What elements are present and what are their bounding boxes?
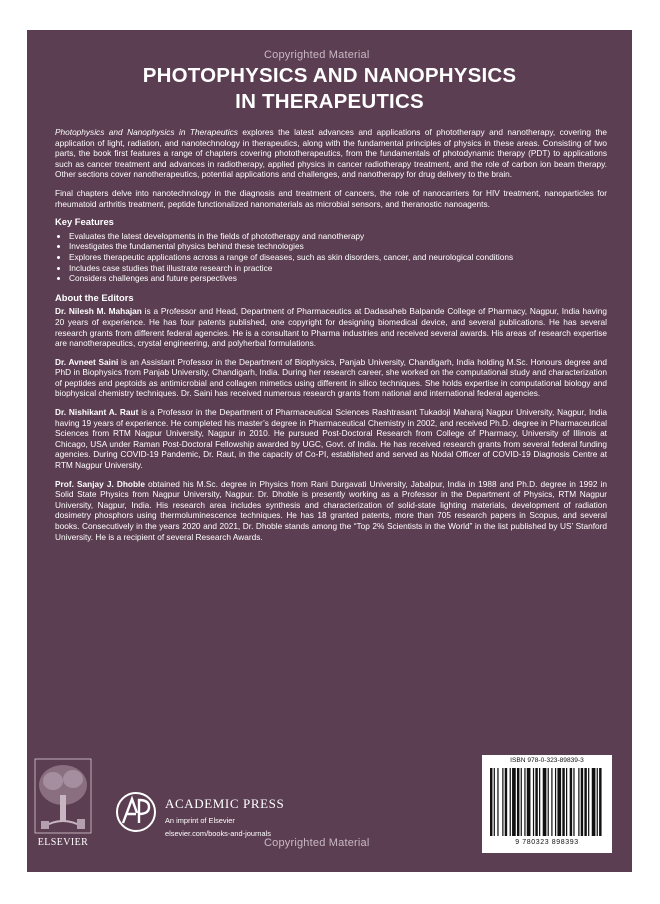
editor-name: Dr. Avneet Saini	[55, 356, 119, 367]
editor-bio	[55, 407, 607, 471]
barcode-bar	[570, 768, 572, 836]
back-cover	[27, 30, 632, 872]
barcode-bar	[490, 768, 492, 836]
barcode-bar	[535, 768, 537, 836]
book-title	[27, 63, 632, 115]
barcode-bar	[597, 768, 598, 836]
editor-bio-text: is a Professor and Head, Department of Pharmaceutics at Dadasaheb Balpande College of Pharmacy, Nagpur, India having 20 years of experience. He has four patents published, one copyright for designing biomedical device, and several publications. He has several research grants from different federal agencies. He is a consultant to Pharma industries and received several awards. His areas of research expertise are nanotherapeutics, crystal engineering, and polyherbal formulations.	[55, 306, 607, 349]
publisher-name: ACADEMIC PRESS	[165, 796, 285, 811]
barcode-bar	[557, 768, 561, 836]
key-features-heading: Key Features	[55, 216, 114, 228]
description-body	[55, 127, 607, 550]
key-features-list	[55, 231, 607, 284]
editor-bio-text: is an Assistant Professor in the Department of Biophysics, Panjab University, Chandigarh, India holding M.Sc. Honours degree and PhD in Biophysics from Panjab University, Chandigarh, India. During her research career, she worked on the computational study and characterization of peptides and peptoids as antimicrobial and collagen mimetics using different in silico techniques. She holds expertise in computational biology and biophysical chemistry techniques. Dr. Saini has received numerous research grants from national and international federal agencies.	[55, 356, 607, 399]
elsevier-wordmark: ELSEVIER	[37, 837, 89, 848]
barcode-bar	[533, 768, 534, 836]
key-feature-item: • Evaluates the latest developments in the fields of phototherapy and nanotherapy	[69, 231, 607, 242]
barcode-bar	[551, 768, 552, 836]
barcode-bar	[566, 768, 567, 836]
barcode-bar	[502, 768, 503, 836]
academic-press-logo-icon	[115, 789, 157, 835]
intro-italic-title: Photophysics and Nanophysics in Therapeutics	[55, 127, 238, 137]
barcode-bar	[578, 768, 579, 836]
imprint-text: An imprint of Elsevier	[165, 816, 235, 825]
barcode-bar	[512, 768, 516, 836]
barcode-digits: 9 780323 898393	[515, 839, 579, 846]
barcode-bar	[510, 768, 511, 836]
final-chapters-paragraph: Final chapters delve into nanotechnology in the diagnosis and treatment of cancers, the role of nanocarriers for HIV treatment, nanoparticles for rheumatoid arthritis treatment, peptide functionalized nanomaterials as microbial sensors, and theranostic nanoagents.	[55, 187, 607, 209]
barcode-bar	[524, 768, 525, 836]
editor-bio	[55, 306, 607, 348]
watermark-top: Copyrighted Material	[264, 49, 370, 61]
barcode-bar	[494, 768, 495, 836]
barcode-bar	[581, 768, 583, 836]
barcode-bar	[505, 768, 507, 836]
editor-bio-text: is a Professor in the Department of Pharmaceutical Sciences Rashtrasant Tukadoji Maharaj Nagpur University, Nagpur, India having 19 years of experience. He completed his master’s degree in Pharmaceutical Chemistry in 2002, and received Ph.D. degree in Pharmaceutical Sciences from RTM Nagpur University, Nagpur in 2010. He pursued Post-Doctoral Research from College of Pharmacy, University of Illinois at Chicago, USA under Raman Post-Doctoral Fellowship awarded by UGC, Govt. of India. He has received research grants from several federal funding agencies. During COVID-19 Pandemic, Dr. Raut, in the capacity of Co-PI, established and served as Nodal Officer of COVID-19 Diagnosis Centre at RTM Nagpur University.	[55, 407, 607, 471]
editor-bio	[55, 357, 607, 399]
isbn-label: ISBN 978-0-323-89839-3	[510, 757, 584, 764]
barcode-bar	[588, 768, 589, 836]
barcode-bar	[539, 768, 540, 836]
barcode-bar	[497, 768, 498, 836]
barcode-bar	[562, 768, 564, 836]
key-feature-item: • Investigates the fundamental physics behind these technologies	[69, 241, 607, 252]
barcode-bar	[599, 768, 601, 836]
editor-name: Prof. Sanjay J. Dhoble	[55, 478, 145, 489]
barcode-bar	[555, 768, 556, 836]
barcode	[490, 768, 604, 836]
editor-bio-text: obtained his M.Sc. degree in Physics from Rani Durgavati University, Jabalpur, India in 1988 and Ph.D. degree in 1992 in Solid State Physics from Nagpur University, Nagpur. Dr. Dhoble is presently working as a Professor in the Department of Physics, RTM Nagpur University, Nagpur, India. His research area includes synthesis and characterization of solid-state lighting materials, development of radiation dosimetry phosphors using thermoluminescence techniques. He has 18 granted patents, more than 705 research papers in Scopus, and several books. Consecutively in the years 2020 and 2021, Dr. Dhoble stands among the “Top 2% Scientists in the World” in the list published by US’ Stanford University. He is a recipient of several Research Awards.	[55, 478, 607, 542]
isbn-barcode-box	[482, 755, 612, 853]
barcode-bar	[548, 768, 549, 836]
book-title-line-1: PHOTOPHYSICS AND NANOPHYSICS	[142, 64, 517, 87]
key-feature-item: • Includes case studies that illustrate research in practice	[69, 263, 607, 274]
elsevier-tree-icon	[33, 757, 93, 837]
publisher-url: elsevier.com/books-and-journals	[165, 829, 271, 838]
editor-name: Dr. Nilesh M. Mahajan	[55, 306, 142, 317]
barcode-bar	[521, 768, 522, 836]
editors-heading: About the Editors	[55, 291, 134, 303]
editor-name: Dr. Nishikant A. Raut	[55, 407, 139, 418]
barcode-bar	[527, 768, 531, 836]
key-feature-item: • Explores therapeutic applications across a range of diseases, such as skin disorders, cancer, and neurological conditions	[69, 252, 607, 263]
intro-paragraph	[55, 127, 607, 180]
editor-bio	[55, 479, 607, 543]
book-title-line-2: IN THERAPEUTICS	[235, 90, 424, 113]
key-feature-item: • Considers challenges and future perspectives	[69, 273, 607, 284]
barcode-bar	[573, 768, 574, 836]
watermark-bottom: Copyrighted Material	[264, 837, 370, 849]
barcode-bar	[517, 768, 519, 836]
barcode-bar	[543, 768, 547, 836]
intro-text: explores the latest advances and applications of phototherapy and nanotherapy, covering the application of light, radiation, and nanotechnology in therapeutics, along with the fundamental principles of physics in these areas. Consisting of two parts, the book first features a range of chapters covering phototherapeutics, from the fundamentals of photodynamic therapy (PDT) to applications such as cancer treatment and advances in radiotherapy, applied physics in cancer radiotherapy treatment, and the role of carbon ion beam therapy. Other sections cover nanotherapeutics, potential applications and challenges, and nanotherapy for drug delivery to the brain.	[55, 127, 607, 180]
barcode-bar	[592, 768, 596, 836]
barcode-bar	[584, 768, 586, 836]
